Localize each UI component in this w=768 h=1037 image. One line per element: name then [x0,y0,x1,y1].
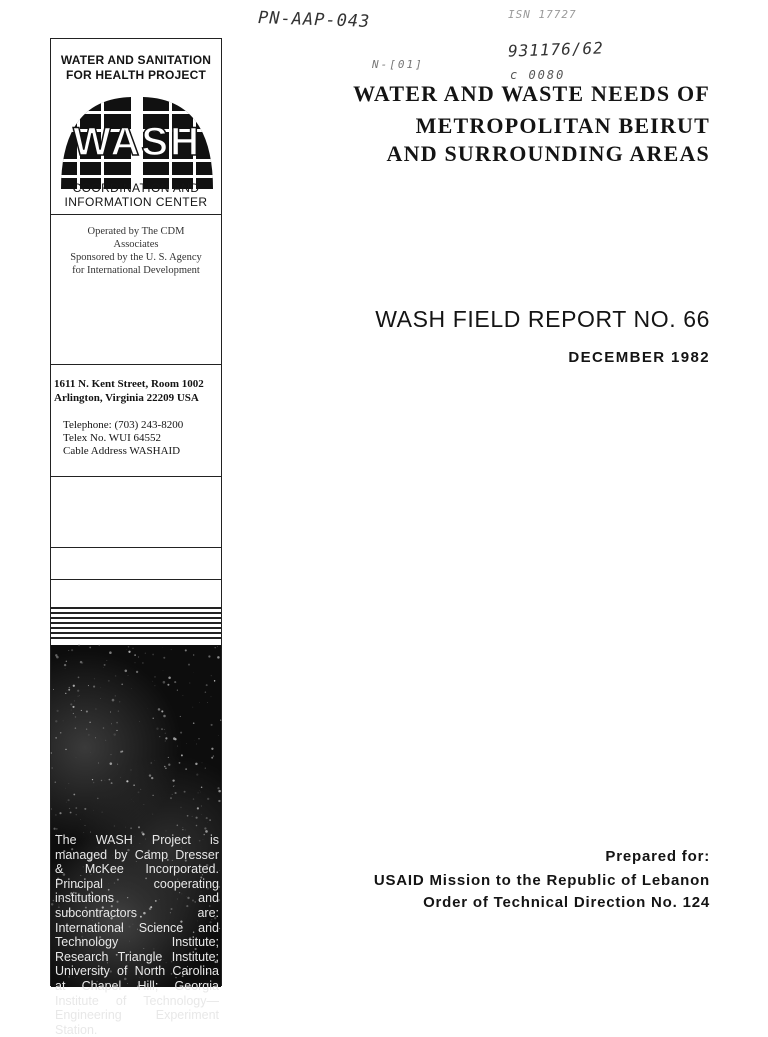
title-line-3: AND SURROUNDING AREAS [387,140,710,168]
address-line: 1611 N. Kent Street, Room 1002 [54,377,221,391]
contact-line: Cable Address WASHAID [63,445,221,458]
center-name [51,181,221,209]
divider [51,364,221,365]
contact-line: Telephone: (703) 243-8200 [63,419,221,432]
center-name-line: INFORMATION CENTER [51,195,221,209]
contact-line: Telex No. WUI 64552 [63,432,221,445]
dark-photo-panel [51,645,221,987]
svg-text:WASH: WASH [73,120,201,164]
faint-stamp-number: ISN 17727 [508,8,577,21]
managed-by-text: The WASH Project is managed by Camp Dresser & McKee Incorporated. Principal cooperating institutions and subcontractors are: International Science and Technology Institute; Research Triangle Institute; University of North Carolina at Chapel Hill; Georgia Institute of Technology—Engineering Experiment Station. [55,833,219,1037]
stripe-band [51,607,221,643]
org-name-line: FOR HEALTH PROJECT [51,68,221,83]
operated-line: Sponsored by the U. S. Agency [51,251,221,264]
faint-handwritten-note: N-[01] [372,58,424,71]
sidebar-column [50,38,222,986]
operated-line: Operated by The CDM [51,225,221,238]
title-line-1: WATER AND WASTE NEEDS OF [353,80,710,108]
operated-by-text [51,225,221,277]
address-block [51,377,221,405]
handwritten-subcode: c 0080 [510,68,565,82]
handwritten-document-id: PN-AAP-043 [258,8,371,32]
org-name [51,53,221,83]
handwritten-code: 931176/62 [508,38,604,60]
center-name-line: COORDINATION AND [51,181,221,195]
report-number: WASH FIELD REPORT NO. 66 [375,306,710,333]
divider [51,214,221,215]
prepared-for: USAID Mission to the Republic of Lebanon [374,872,710,889]
report-date: DECEMBER 1982 [568,349,710,366]
technical-direction-order: Order of Technical Direction No. 124 [423,894,710,911]
contact-block [51,419,221,458]
operated-line: for International Development [51,264,221,277]
divider [51,476,221,477]
title-line-2: METROPOLITAN BEIRUT [416,112,710,140]
prepared-label: Prepared for: [605,848,710,865]
operated-line: Associates [51,238,221,251]
divider [51,579,221,580]
divider [51,547,221,548]
address-line: Arlington, Virginia 22209 USA [54,391,221,405]
org-name-line: WATER AND SANITATION [51,53,221,68]
